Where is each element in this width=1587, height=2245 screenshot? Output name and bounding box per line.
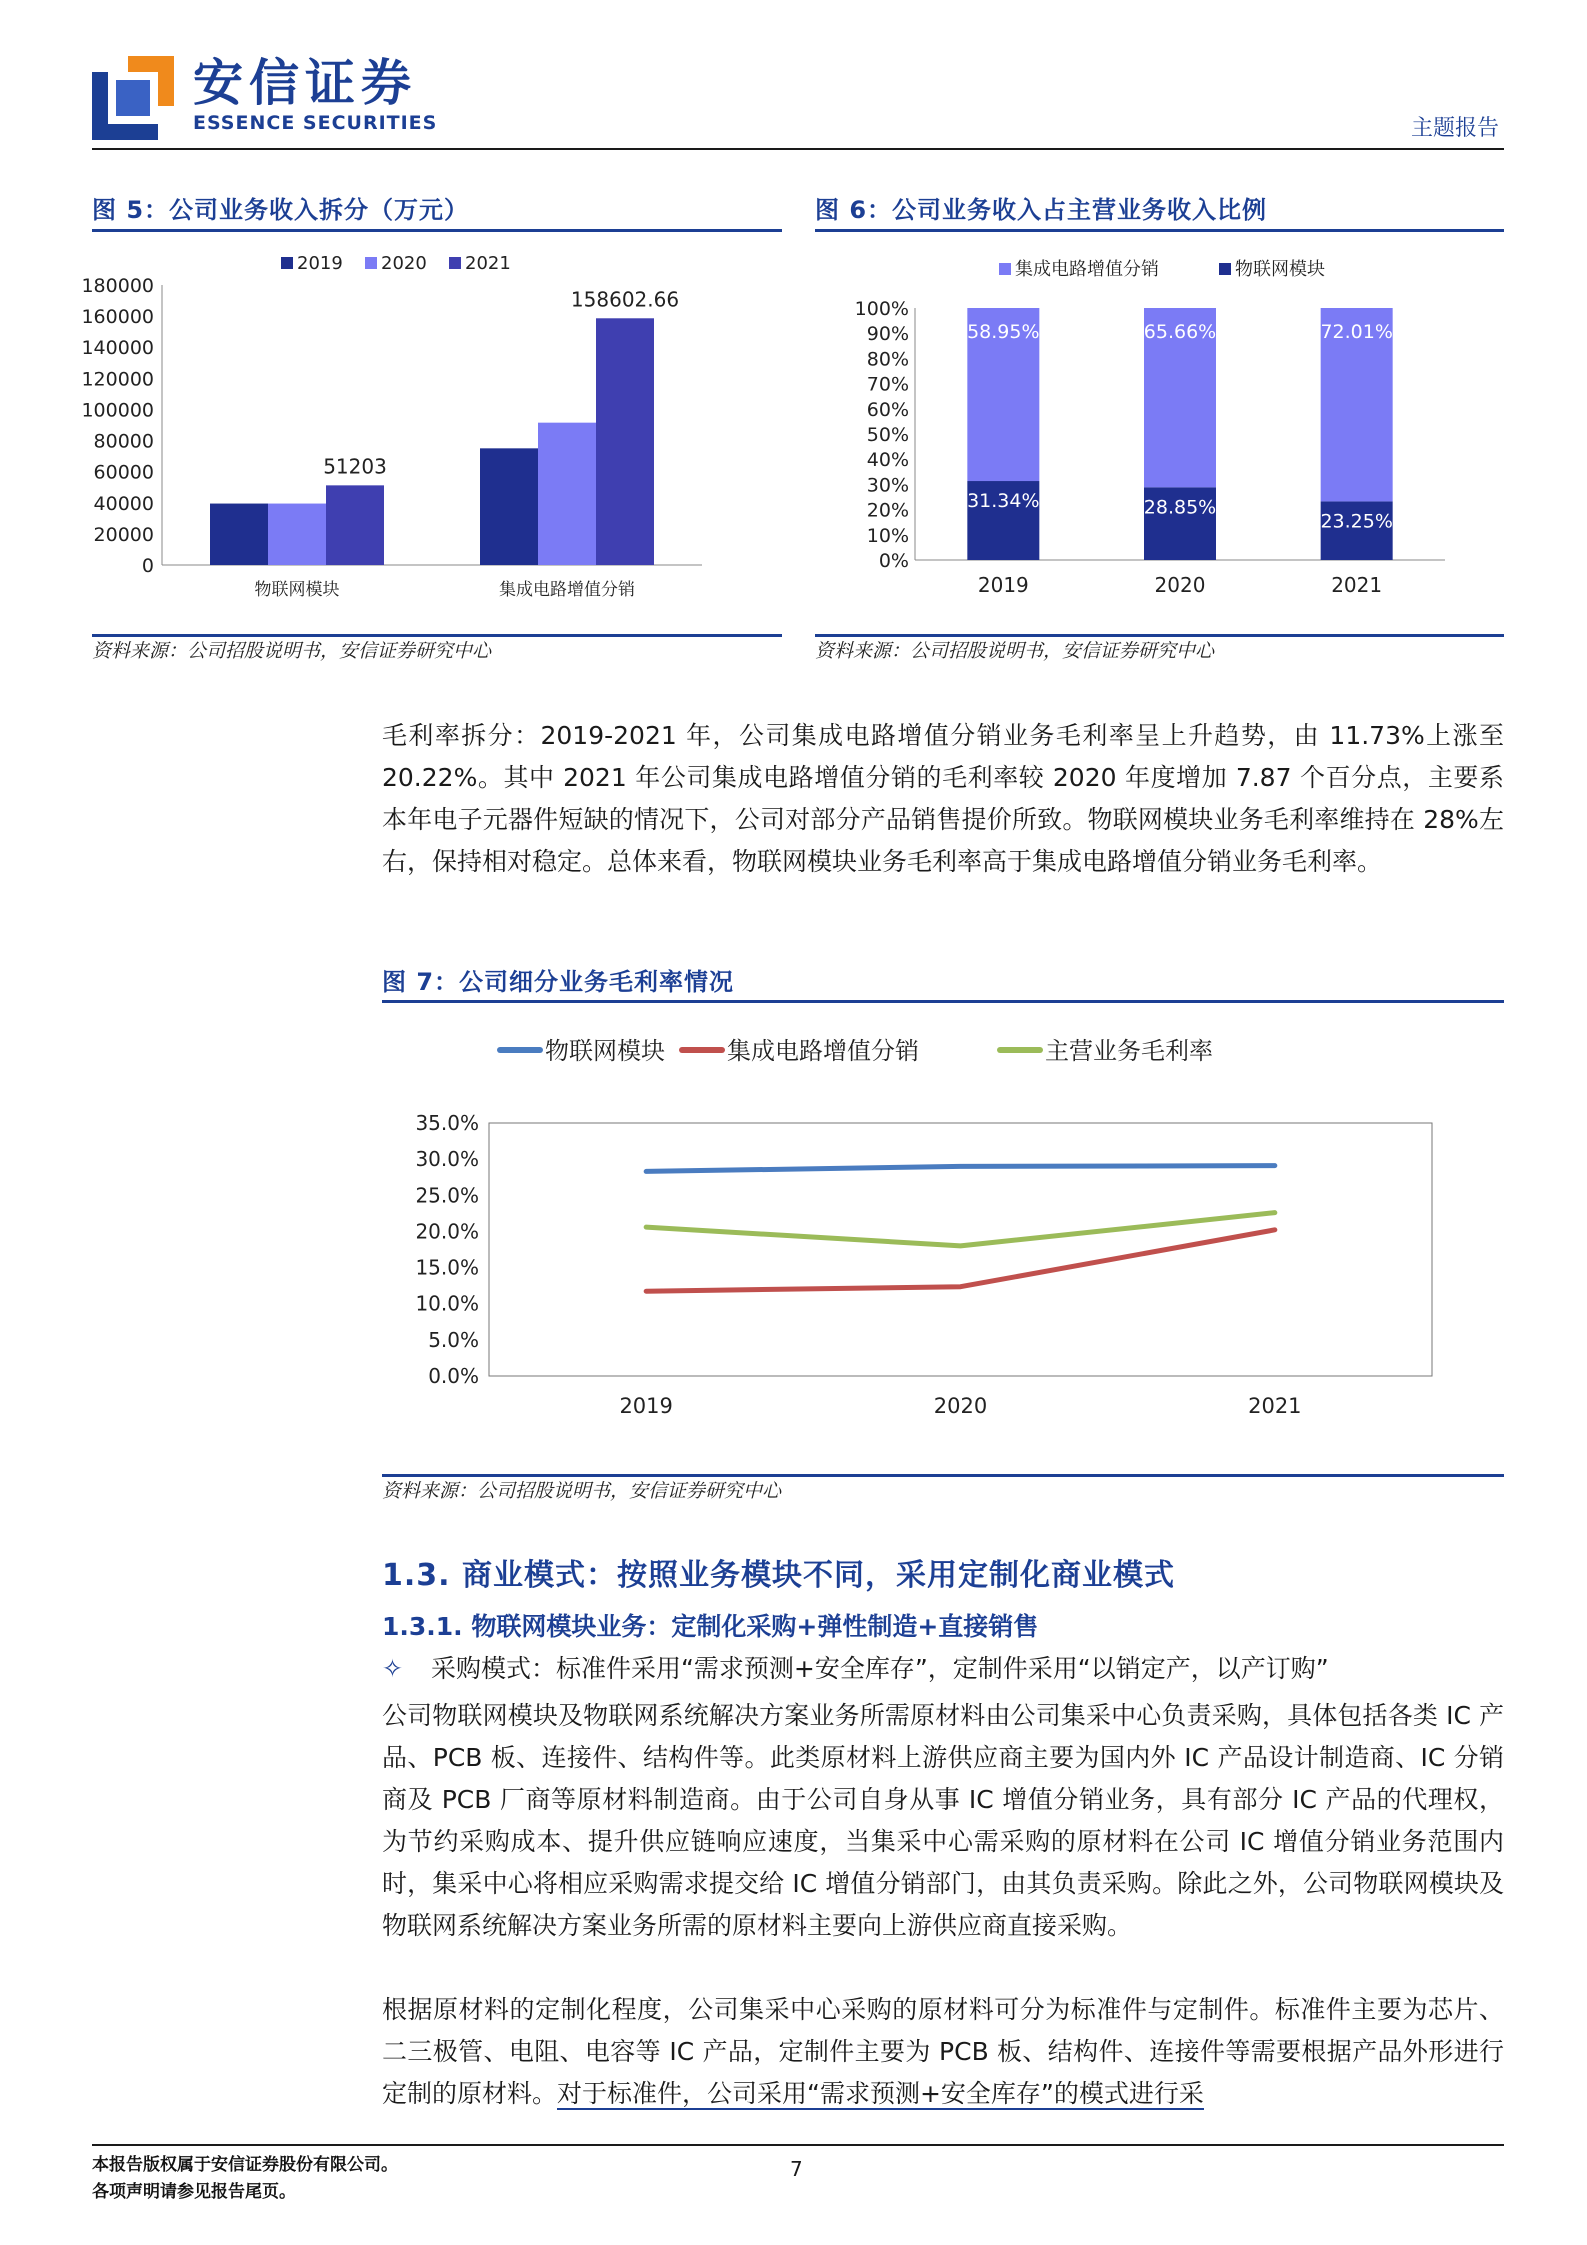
- report-type: 主题报告: [1410, 116, 1499, 141]
- procurement-text: 公司物联网模块及物联网系统解决方案业务所需原材料由公司集采中心负责采购，具体包括各类 IC 产品、PCB 板、连接件、结构件等。此类原材料上游供应商主要为国内外 IC 产品设计制造商、IC 分销商及 PCB 厂商等原材料制造商。由于公司自身从事 IC 增值分销业务，具有部分 IC 产品的代理权，为节约采购成本、提升供应链响应速度，当集采中心需采购的原材料在公司 IC 增值分销业务范围内时，集采中心将相应采购需求提交给 IC 增值分销部门，由其负责采购。除此之外，公司物联网模块及物联网系统解决方案业务所需的原材料主要向上游供应商直接采购。: [382, 1701, 1504, 1940]
- fig7-series-line: [646, 1213, 1275, 1246]
- fig6-y-tick-label: 80%: [866, 348, 909, 371]
- figure7-title-rule: [382, 1000, 1504, 1003]
- fig7-series-line: [646, 1230, 1275, 1291]
- fig5-x-tick-label: 物联网模块: [254, 580, 340, 600]
- fig5-bar: [210, 504, 268, 565]
- fig6-y-tick-label: 60%: [866, 398, 909, 421]
- fig6-data-label-ic: 72.01%: [1320, 321, 1393, 343]
- fig5-data-label: 51203: [323, 454, 387, 479]
- fig5-legend-swatch: [449, 257, 461, 269]
- header-rule: [92, 148, 1504, 150]
- fig7-legend-label: 集成电路增值分销: [727, 1037, 919, 1065]
- company-name-cn: 安信证券: [193, 54, 417, 112]
- bullet-symbol-icon: ✧: [382, 1654, 403, 1683]
- fig5-bar: [268, 504, 326, 565]
- fig7-x-tick-label: 2021: [1248, 1394, 1302, 1418]
- procurement-bullet-text: 采购模式：标准件采用“需求预测+安全库存”，定制件采用“以销定产，以产订购”: [430, 1654, 1329, 1683]
- fig6-y-tick-label: 10%: [866, 524, 909, 547]
- fig6-data-label-iot: 28.85%: [1143, 496, 1217, 519]
- fig6-legend-swatch: [1219, 263, 1231, 275]
- fig6-y-tick-label: 0%: [878, 550, 909, 572]
- figure7-source: 资料来源：公司招股说明书，安信证券研究中心: [382, 1480, 782, 1502]
- figure6-source: 资料来源：公司招股说明书，安信证券研究中心: [815, 640, 1215, 662]
- fig6-legend-label: 集成电路增值分销: [1015, 259, 1159, 280]
- fig5-bar: [596, 318, 654, 565]
- fig5-y-tick-label: 60000: [93, 461, 154, 484]
- fig6-data-label-iot: 31.34%: [967, 490, 1040, 513]
- fig5-legend-label: 2020: [381, 253, 427, 274]
- figure7-chart: [382, 1008, 1504, 1468]
- fig6-legend-label: 物联网模块: [1235, 259, 1325, 280]
- fig5-legend-label: 2019: [297, 253, 343, 274]
- fig7-legend-label: 主营业务毛利率: [1045, 1037, 1213, 1065]
- fig7-y-tick-label: 20.0%: [415, 1219, 479, 1244]
- fig6-data-label-iot: 23.25%: [1320, 510, 1393, 533]
- fig7-x-tick-label: 2019: [619, 1394, 673, 1418]
- figure5-title-rule: [92, 229, 782, 232]
- fig7-legend-label: 物联网模块: [545, 1037, 665, 1065]
- fig7-y-tick-label: 30.0%: [415, 1147, 479, 1172]
- fig5-y-tick-label: 120000: [81, 368, 154, 391]
- fig6-data-label-ic: 65.66%: [1143, 321, 1217, 343]
- company-logo: [92, 56, 174, 140]
- fig5-y-tick-label: 100000: [81, 399, 154, 422]
- fig7-y-tick-label: 15.0%: [415, 1255, 479, 1280]
- section-heading: 1.3. 商业模式：按照业务模块不同，采用定制化商业模式: [382, 1558, 1175, 1593]
- fig5-y-tick-label: 40000: [93, 492, 154, 515]
- fig7-y-tick-label: 10.0%: [415, 1291, 479, 1316]
- fig6-y-tick-label: 50%: [866, 424, 909, 446]
- fig7-x-tick-label: 2020: [933, 1394, 988, 1418]
- fig5-x-tick-label: 集成电路增值分销: [499, 580, 635, 600]
- fig6-y-tick-label: 70%: [866, 373, 909, 396]
- fig5-legend-swatch: [281, 257, 293, 269]
- footer-disclaimer: 各项声明请参见报告尾页。: [92, 2182, 296, 2202]
- gross-margin-text: 毛利率拆分：2019-2021 年，公司集成电路增值分销业务毛利率呈上升趋势，由 11.73%上涨至 20.22%。其中 2021 年公司集成电路增值分销的毛利率较 2020 年度增加 7.87 个百分点，主要系本年电子元器件短缺的情况下，公司对部分产品销售提价所致。物联网模块业务毛利率维持在 28%左右，保持相对稳定。总体来看，物联网模块业务毛利率高于集成电路增值分销业务毛利率。: [382, 721, 1504, 876]
- fig7-y-tick-label: 5.0%: [428, 1327, 479, 1352]
- fig6-y-tick-label: 20%: [866, 499, 909, 522]
- fig5-y-tick-label: 160000: [81, 306, 154, 329]
- figure5-chart: [81, 240, 782, 625]
- fig6-legend-swatch: [999, 263, 1011, 275]
- procurement-bullet: [382, 1656, 1329, 1681]
- gross-margin-paragraph: [382, 715, 1504, 883]
- fig5-bar: [480, 448, 538, 565]
- fig5-y-tick-label: 140000: [81, 337, 154, 360]
- fig6-x-tick-label: 2021: [1331, 573, 1383, 597]
- company-name-en: ESSENCE SECURITIES: [193, 112, 438, 134]
- figure7-title: 图 7：公司细分业务毛利率情况: [382, 968, 735, 996]
- fig7-series-line: [646, 1166, 1275, 1172]
- materials-paragraph: [382, 1989, 1504, 2115]
- figure6-source-rule: [815, 634, 1504, 637]
- fig7-plot-frame: [489, 1123, 1432, 1376]
- fig5-legend-swatch: [365, 257, 377, 269]
- fig7-y-tick-label: 0.0%: [428, 1364, 479, 1388]
- fig5-bar: [326, 485, 384, 565]
- footer-copyright: 本报告版权属于安信证券股份有限公司。: [92, 2155, 398, 2175]
- figure7-source-rule: [382, 1474, 1504, 1477]
- fig6-x-tick-label: 2020: [1154, 573, 1206, 597]
- figure5-source-rule: [92, 634, 782, 637]
- materials-text: 根据原材料的定制化程度，公司集采中心采购的原材料可分为标准件与定制件。标准件主要为芯片、二三极管、电阻、电容等 IC 产品，定制件主要为 PCB 板、结构件、连接件等需要根据产品外形进行定制的原材料。: [382, 1995, 1504, 2108]
- fig5-y-tick-label: 20000: [93, 523, 154, 546]
- fig6-data-label-ic: 58.95%: [967, 321, 1040, 343]
- fig7-y-tick-label: 35.0%: [415, 1111, 479, 1135]
- fig6-y-tick-label: 100%: [854, 298, 909, 320]
- fig6-y-tick-label: 90%: [866, 323, 909, 346]
- page-number: 7: [790, 2157, 803, 2181]
- fig5-legend-label: 2021: [465, 253, 511, 274]
- figure6-title: 图 6：公司业务收入占主营业务收入比例: [815, 196, 1268, 224]
- fig5-y-tick-label: 0: [141, 555, 154, 577]
- materials-underlined-text: 对于标准件，公司采用“需求预测+安全库存”的模式进行采: [557, 2079, 1204, 2108]
- figure5-source: 资料来源：公司招股说明书，安信证券研究中心: [92, 640, 492, 662]
- figure5-title: 图 5：公司业务收入拆分（万元）: [92, 196, 470, 224]
- footer-rule: [92, 2144, 1504, 2146]
- figure6-title-rule: [815, 229, 1504, 232]
- fig5-y-tick-label: 180000: [81, 275, 154, 297]
- fig7-y-tick-label: 25.0%: [415, 1183, 479, 1208]
- fig6-x-tick-label: 2019: [977, 573, 1029, 597]
- fig5-y-tick-label: 80000: [93, 430, 154, 453]
- procurement-paragraph: [382, 1695, 1504, 1947]
- fig6-y-tick-label: 40%: [866, 449, 909, 472]
- fig5-data-label: 158602.66: [570, 287, 680, 312]
- fig5-bar: [538, 423, 596, 565]
- figure6-chart: [815, 240, 1504, 625]
- fig6-y-tick-label: 30%: [866, 474, 909, 497]
- subsection-heading: 1.3.1. 物联网模块业务：定制化采购+弹性制造+直接销售: [382, 1612, 1039, 1641]
